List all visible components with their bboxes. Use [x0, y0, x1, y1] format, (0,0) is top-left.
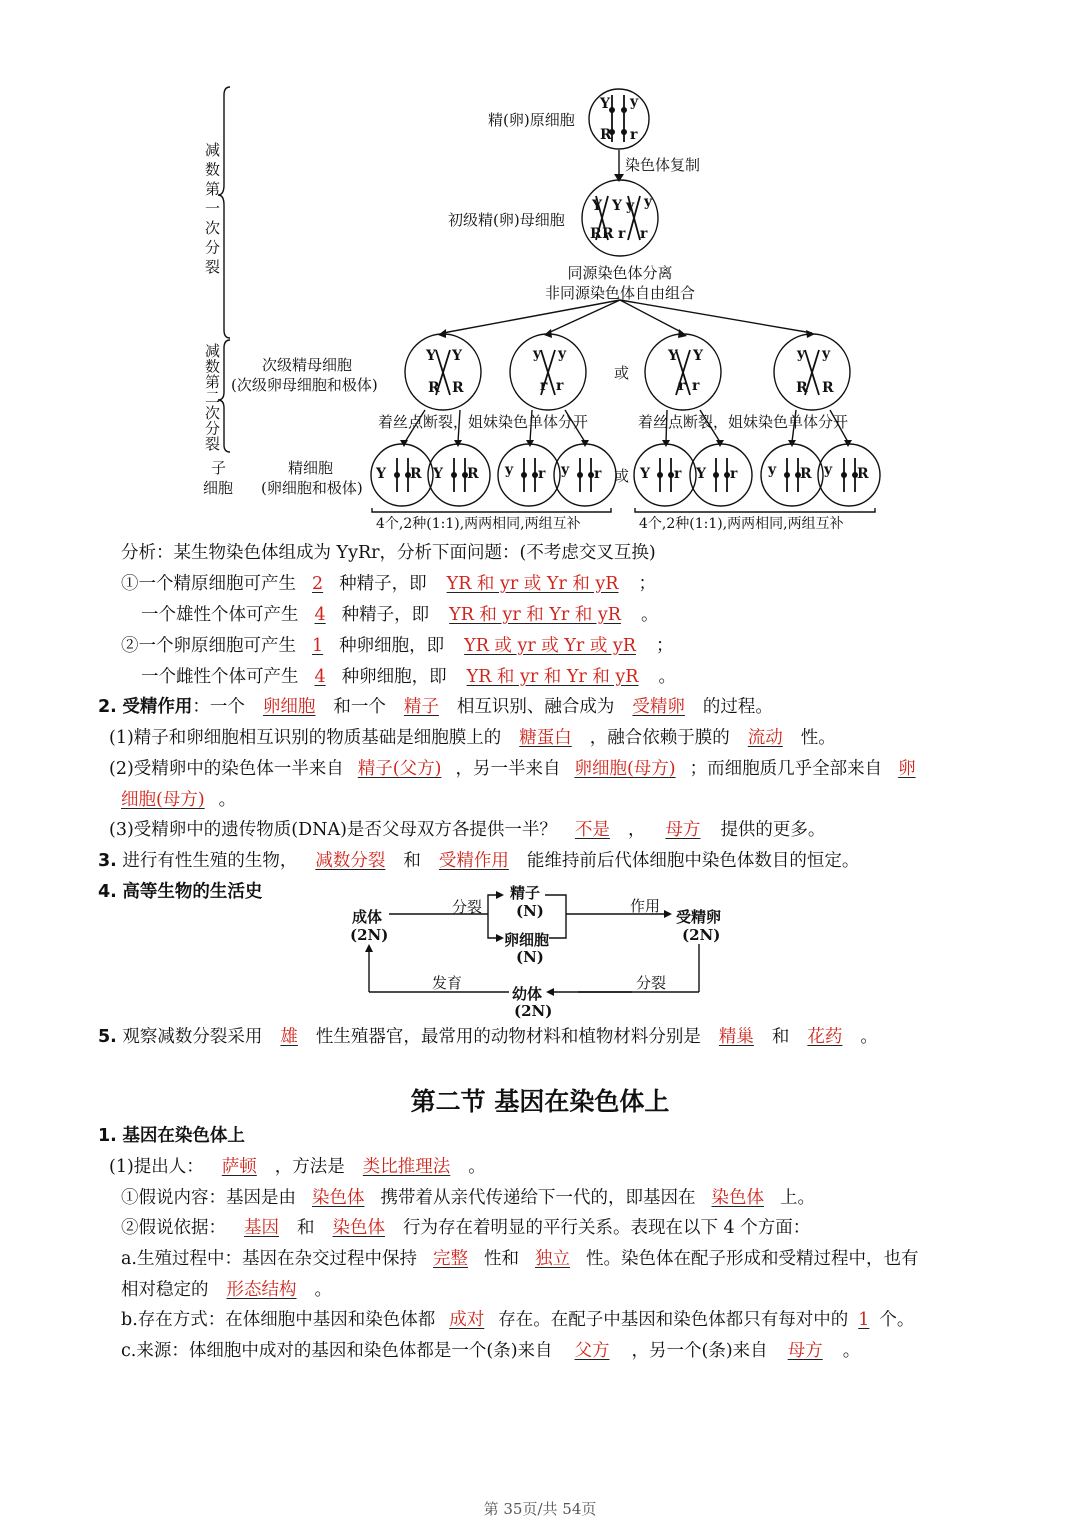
- svg-text:R: R: [467, 466, 479, 482]
- lc-sperm-n: (N): [516, 902, 544, 920]
- daughter-label-1: 子: [211, 459, 227, 477]
- svg-text:r: r: [540, 378, 548, 394]
- svg-text:r: r: [630, 127, 638, 143]
- svg-text:R: R: [822, 380, 834, 396]
- svg-text:Y: Y: [668, 348, 678, 364]
- svg-text:Y: Y: [640, 466, 650, 482]
- svg-text:Y: Y: [612, 198, 622, 214]
- s2-row-3: ②假说依据： 基因 和 染色体 行为存在着明显的平行关系。表现在以下 4 个方面：: [121, 1218, 811, 1238]
- lc-adult-n: (2N): [350, 926, 389, 944]
- page-footer: 第 35页/共 54页: [483, 1500, 597, 1518]
- lc-sperm: 精子: [510, 884, 541, 902]
- svg-text:R: R: [602, 226, 614, 242]
- s2-row-7: c.来源：体细胞中成对的基因和染色体都是一个(条)来自 父方 ，另一个(条)来自 母方 。: [121, 1341, 861, 1361]
- primordial-cell-label: 精(卵)原细胞: [488, 111, 575, 129]
- svg-text:y: y: [797, 346, 806, 362]
- svg-text:y: y: [824, 462, 833, 478]
- point-4-heading: 4. 高等生物的生活史: [98, 882, 263, 902]
- svg-text:y: y: [533, 346, 542, 362]
- s2-row-6: b.存在方式：在体细胞中基因和染色体都 成对 存在。在配子中基因和染色体都只有每对中的 1 个。: [121, 1310, 915, 1330]
- stage1-text: 减数第一次分裂: [205, 141, 221, 276]
- daughter-label-2: 细胞: [203, 479, 234, 497]
- lc-split-2: 分裂: [636, 974, 667, 992]
- point-3: 3. 进行有性生殖的生物， 减数分裂 和 受精作用 能维持前后代体细胞中染色体数目的恒定。: [98, 851, 860, 871]
- lc-egg-n: (N): [516, 948, 544, 966]
- svg-text:Y: Y: [452, 348, 462, 364]
- svg-text:Y: Y: [433, 466, 443, 482]
- svg-text:y: y: [561, 462, 570, 478]
- analysis-line-4: 一个雌性个体可产生 4 种卵细胞，即 YR 和 yr 和 Yr 和 yR 。: [141, 667, 676, 687]
- fertilization-heading: 2. 受精作用：一个 卵细胞 和一个 精子 相互识别、融合成为 受精卵 的过程。: [98, 697, 773, 717]
- secondary-cell-label-2: (次级卵母细胞和极体): [231, 376, 378, 394]
- analysis-line-3: ②一个卵原细胞可产生 1 种卵细胞，即 YR 或 yr 或 Yr 或 yR ；: [121, 636, 674, 656]
- svg-text:y: y: [822, 346, 831, 362]
- secondary-cell-label-1: 次级精母细胞: [262, 356, 353, 374]
- lc-split: 分裂: [452, 898, 483, 916]
- or-label-1: 或: [614, 364, 630, 382]
- svg-text:r: r: [538, 466, 546, 482]
- analysis-line-2: 一个雄性个体可产生 4 种精子，即 YR 和 yr 和 Yr 和 yR 。: [141, 605, 659, 625]
- svg-text:r: r: [618, 226, 626, 242]
- svg-text:y: y: [626, 198, 635, 214]
- analysis-intro: 分析：某生物染色体组成为 YyRr，分析下面问题：(不考虑交叉互换): [121, 543, 656, 563]
- fertilization-p3: (3)受精卵中的遗传物质(DNA)是否父母双方各提供一半？ 不是 ， 母方 提供的更多。: [109, 820, 826, 840]
- sperm-cell-label-2: (卵细胞和极体): [261, 479, 363, 497]
- lc-juvenile-n: (2N): [514, 1002, 553, 1020]
- s2-row-1: (1)提出人： 萨顿 ，方法是 类比推理法 。: [109, 1157, 486, 1177]
- svg-text:R: R: [590, 226, 602, 242]
- svg-text:Y: Y: [600, 96, 610, 112]
- point-5: 5. 观察减数分裂采用 雄 性生殖器官，最常用的动物材料和植物材料分别是 精巢 和 花药 。: [98, 1027, 878, 1047]
- svg-text:y: y: [768, 462, 777, 478]
- svg-text:R: R: [800, 466, 812, 482]
- section-title: 第二节 基因在染色体上: [410, 1087, 670, 1116]
- lc-zygote-n: (2N): [682, 926, 721, 944]
- svg-text:R: R: [796, 380, 808, 396]
- s2-row-2: ①假说内容：基因是由 染色体 携带着从亲代传递给下一代的，即基因在 染色体 上。: [121, 1188, 815, 1208]
- svg-text:R: R: [452, 380, 464, 396]
- svg-text:R: R: [857, 466, 869, 482]
- sperm-cell-label-1: 精细胞: [288, 459, 334, 477]
- lc-juvenile: 幼体: [512, 985, 543, 1003]
- lc-action: 作用: [630, 897, 661, 915]
- svg-text:r: r: [730, 466, 738, 482]
- svg-text:Y: Y: [376, 466, 386, 482]
- svg-text:y: y: [505, 462, 514, 478]
- svg-text:r: r: [692, 378, 700, 394]
- fertilization-p2: (2)受精卵中的染色体一半来自 精子(父方) ，另一半来自 卵细胞(母方) ；而细胞质几乎全部来自 卵: [109, 759, 916, 779]
- separation-label-1: 同源染色体分离: [567, 264, 673, 282]
- svg-text:r: r: [594, 466, 602, 482]
- split-label-1: 着丝点断裂，姐妹染色单体分开: [378, 413, 589, 431]
- s2-row-5: 相对稳定的 形态结构 。: [121, 1280, 332, 1300]
- svg-text:Y: Y: [592, 198, 602, 214]
- svg-text:y: y: [558, 346, 567, 362]
- lc-zygote: 受精卵: [676, 908, 722, 926]
- s2-row-4: a.生殖过程中：基因在杂交过程中保持 完整 性和 独立 性。染色体在配子形成和受精过程中，也有: [121, 1249, 919, 1269]
- svg-text:R: R: [410, 466, 422, 482]
- lc-egg: 卵细胞: [504, 931, 550, 949]
- summary-label-1: 4个,2种(1:1),两两相同,两组互补: [376, 516, 581, 532]
- primary-cell-label: 初级精(卵)母细胞: [448, 211, 565, 229]
- svg-text:Y: Y: [426, 348, 436, 364]
- or-label-2: 或: [614, 467, 630, 485]
- analysis-line-1: ①一个精原细胞可产生 2 种精子，即 YR 和 yr 或 Yr 和 yR ；: [121, 574, 656, 594]
- lc-adult: 成体: [352, 908, 383, 926]
- svg-text:R: R: [600, 127, 612, 143]
- replication-label: 染色体复制: [625, 156, 701, 174]
- svg-text:y: y: [644, 194, 653, 210]
- lc-develop: 发育: [432, 974, 463, 992]
- separation-label-2: 非同源染色体自由组合: [544, 284, 696, 302]
- s2-heading: 1. 基因在染色体上: [98, 1126, 245, 1146]
- fertilization-p2-cont: 细胞(母方) 。: [121, 790, 237, 810]
- svg-text:R: R: [428, 380, 440, 396]
- fertilization-p1: (1)精子和卵细胞相互识别的物质基础是细胞膜上的 糖蛋白 ，融合依赖于膜的 流动 性。: [109, 728, 836, 748]
- svg-text:y: y: [630, 94, 639, 110]
- svg-text:r: r: [674, 466, 682, 482]
- split-label-2: 着丝点断裂，姐妹染色单体分开: [638, 413, 849, 431]
- svg-text:Y: Y: [693, 348, 703, 364]
- svg-text:r: r: [556, 378, 564, 394]
- svg-text:r: r: [640, 226, 648, 242]
- summary-label-2: 4个,2种(1:1),两两相同,两组互补: [639, 516, 844, 532]
- svg-text:r: r: [678, 378, 686, 394]
- svg-text:Y: Y: [696, 466, 706, 482]
- stage2-text: 减数第二次分裂: [205, 342, 221, 453]
